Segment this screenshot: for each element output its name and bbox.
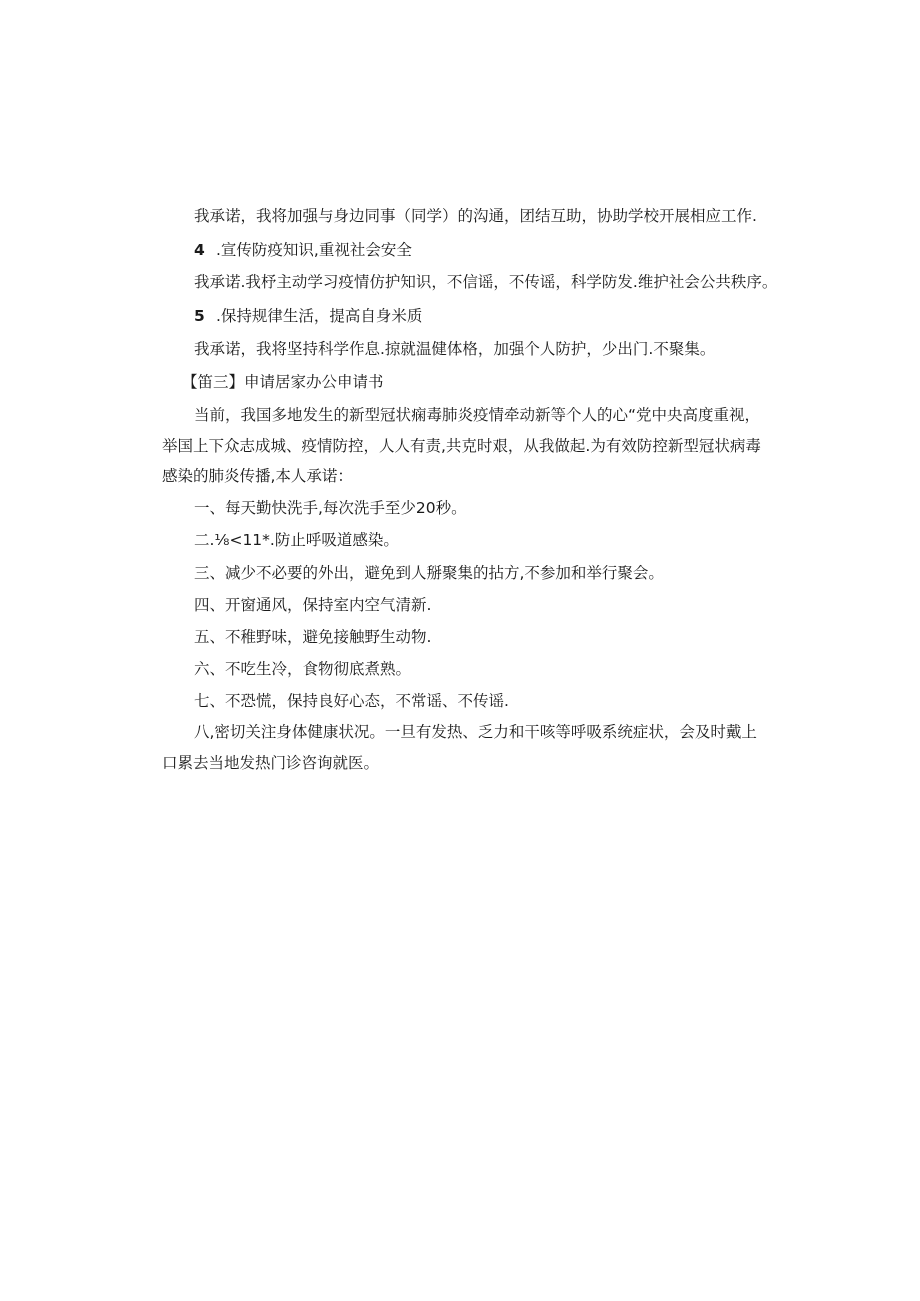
paragraph-item-4: 我承诺.我杼主动学习疫情仿护知识，不信谣，不传谣，科学防发.维护社会公共秩序。 <box>194 273 778 291</box>
item-5-heading <box>194 306 422 326</box>
list-item-2: 二.⅛<11*.防止呼吸道感染。 <box>194 531 399 549</box>
list-item-8-continued: 口累去当地发热门诊咨询就医。 <box>162 754 380 772</box>
list-item-6: 六、不吃生冷，食物彻底煮熟。 <box>194 660 412 678</box>
list-item-5: 五、不稚野味，避免接触野生动物. <box>194 628 432 646</box>
intro-line-2: 举国上下众志成城、疫情防控，人人有责,共克时艰，从我做起.为有效防控新型冠状病毒 <box>162 437 761 455</box>
list-item-7: 七、不恐慌，保持良好心态，不常谣、不传谣. <box>194 692 509 710</box>
item-4-number: 4 <box>194 241 205 259</box>
paragraph-teamwork: 我承诺，我将加强与身边同事（同学）的沟通，团结互助，协助学校开展相应工作. <box>194 207 757 225</box>
item-4-heading <box>194 240 412 260</box>
intro-line-3: 感染的肺炎传播,本人承诺： <box>162 467 353 485</box>
list-item-4: 四、开窗通风，保持室内空气清新. <box>194 596 432 614</box>
section-3-heading: 【笛三】申请居家办公申请书 <box>182 373 384 391</box>
intro-line-1: 当前，我国多地发生的新型冠状痫毒肺炎疫情牵动新等个人的心“党中央高度重视， <box>194 406 761 424</box>
list-item-1: 一、每天勤快洗手,每次洗手至少20秒。 <box>194 499 467 517</box>
list-item-8: 八,密切关注身体健康状况。一旦有发热、乏力和干咳等呼吸系统症状，会及时戴上 <box>194 723 757 741</box>
item-5-number: 5 <box>194 307 205 325</box>
paragraph-item-5: 我承诺，我将坚持科学作息.掠就温健体格，加强个人防护，少出门.不聚集。 <box>194 340 716 358</box>
item-4-title: .宣传防疫知识,重视社会安全 <box>216 241 412 259</box>
list-item-3: 三、减少不必要的外出，避免到人掰聚集的拈方,不参加和举行聚会。 <box>194 564 664 582</box>
item-5-title: .保持规律生活，提高自身米质 <box>216 307 423 325</box>
